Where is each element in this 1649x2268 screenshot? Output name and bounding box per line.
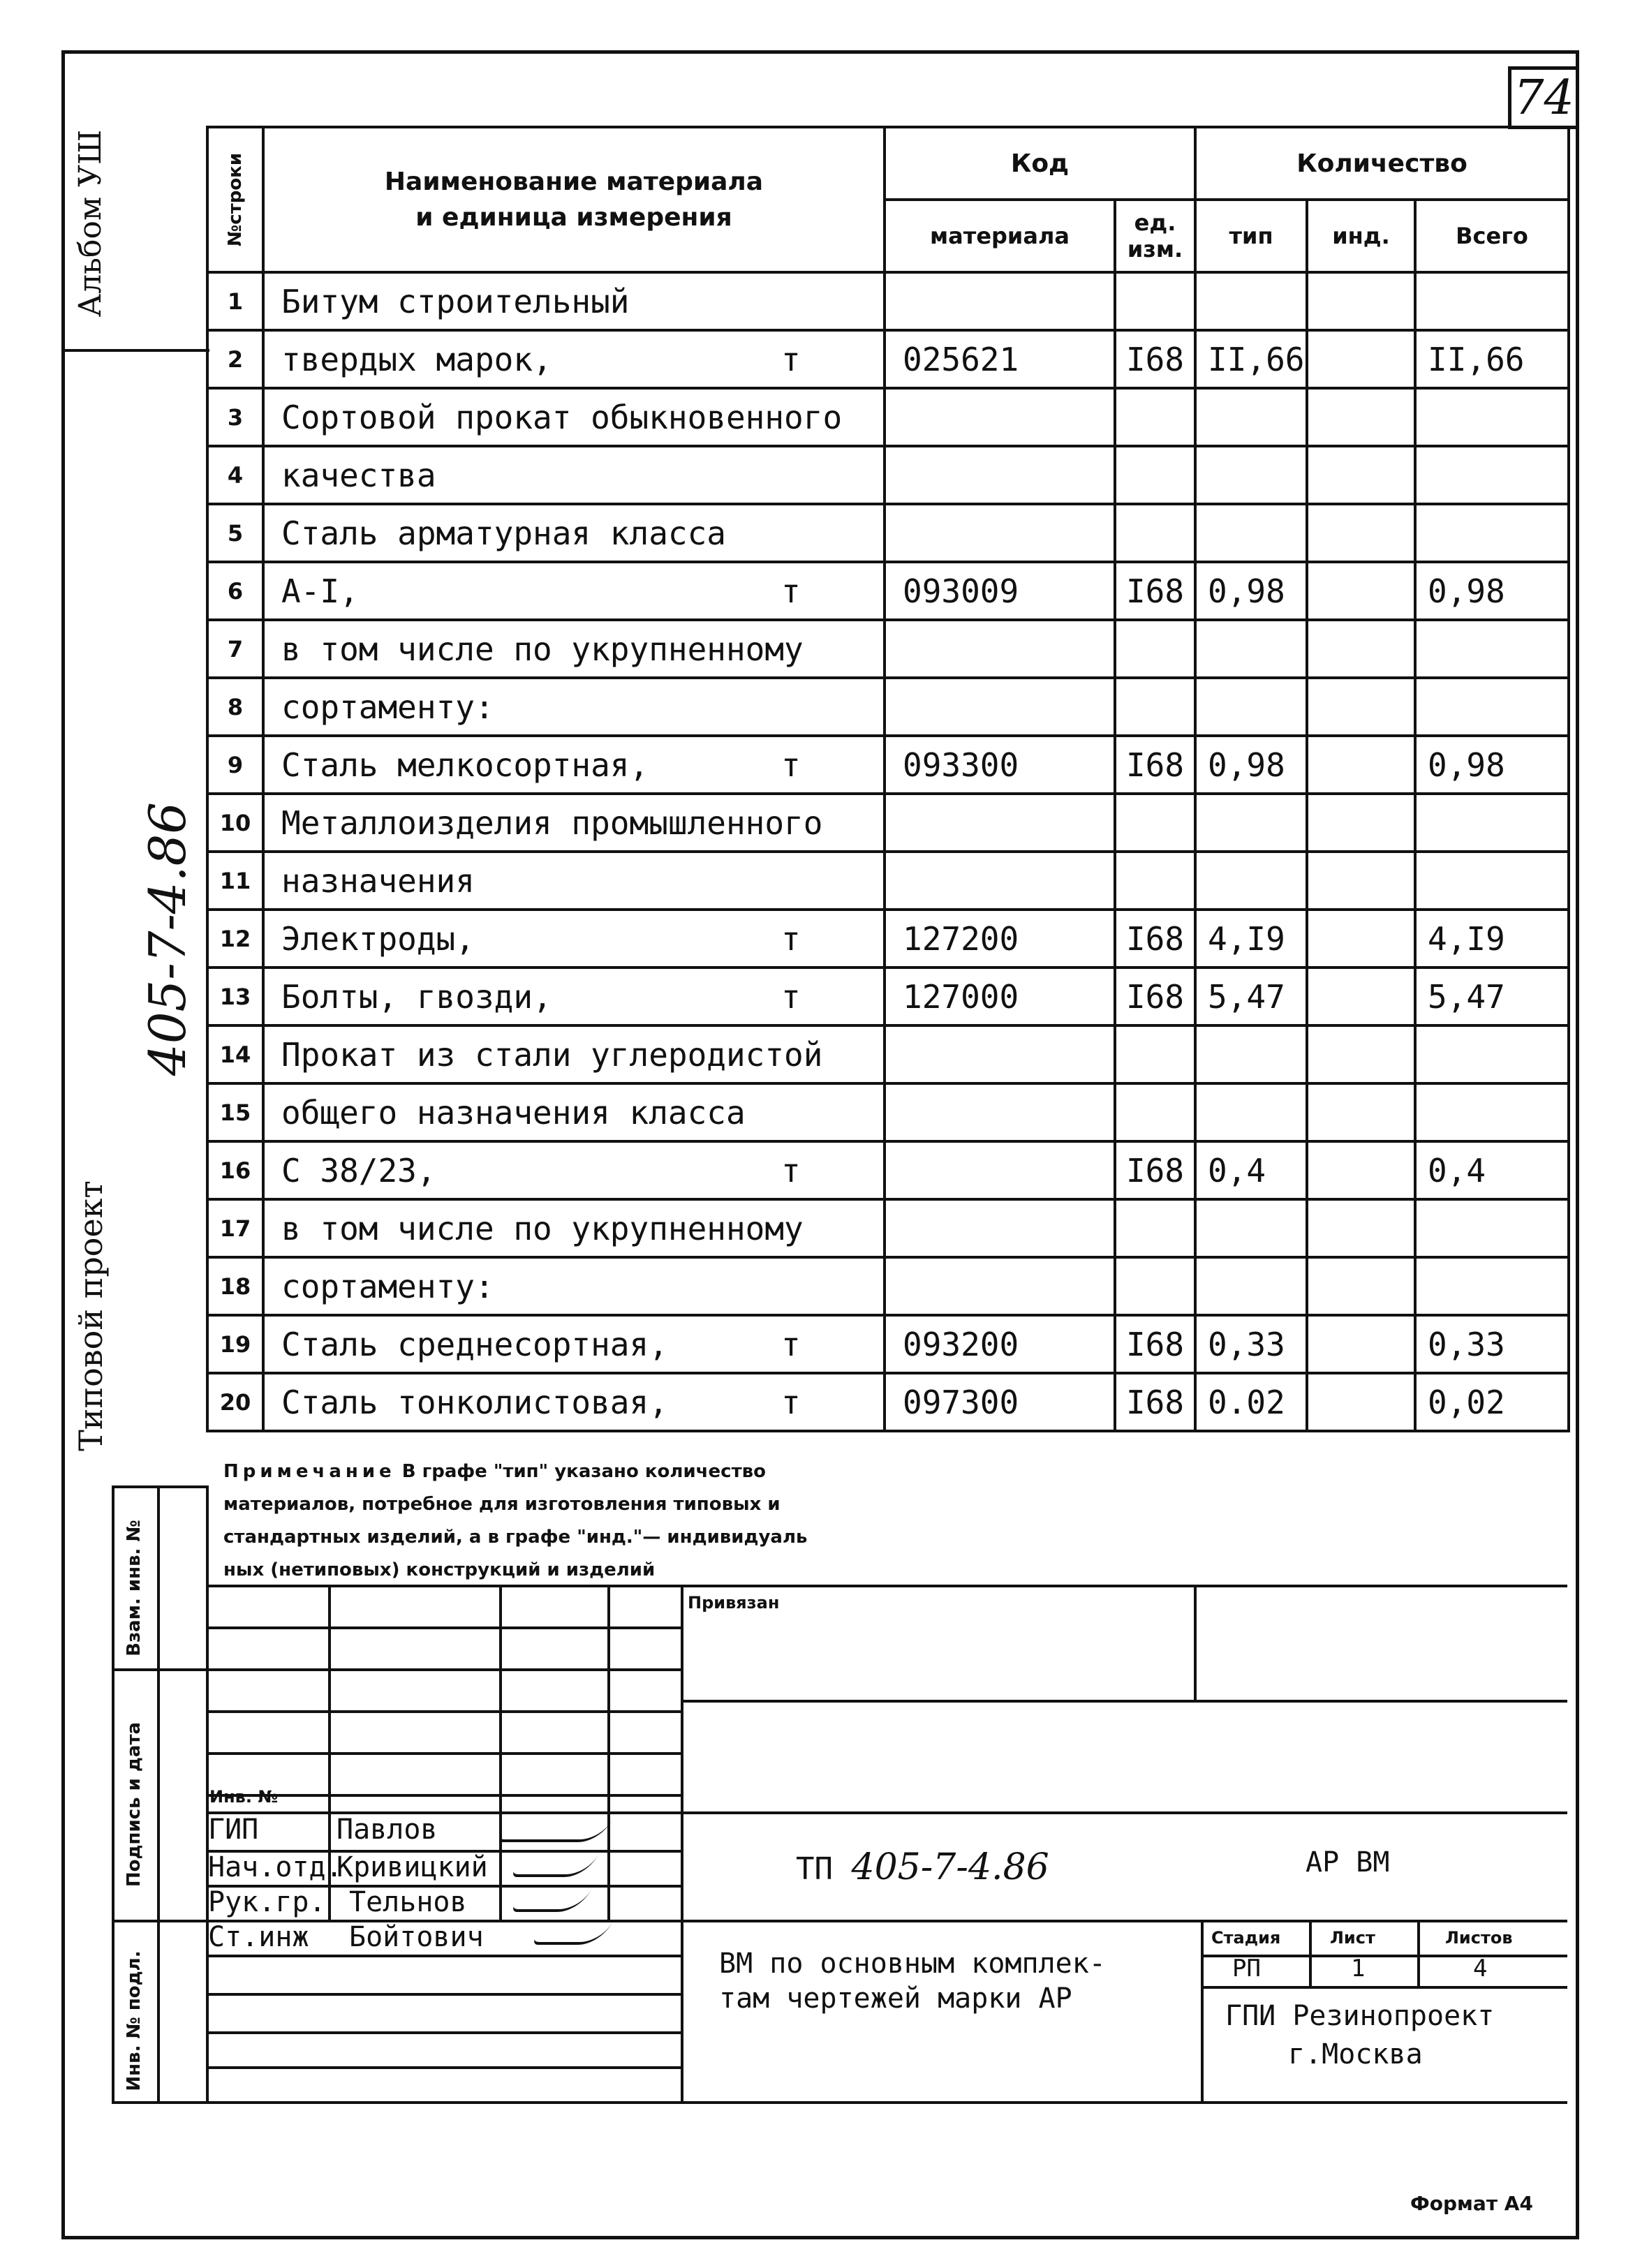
note-line1: В графе "тип" указано количество <box>401 1461 766 1482</box>
name-head: Кривицкий <box>337 1851 488 1883</box>
stamp-line <box>206 2066 681 2069</box>
privyazan-label: Привязан <box>688 1593 780 1613</box>
note-line3: стандартных изделий, а в графе "инд."— индивидуаль <box>223 1527 808 1548</box>
qty-total <box>1415 1083 1569 1141</box>
unit-code <box>1115 1083 1195 1141</box>
material-name <box>263 968 885 1025</box>
material-name <box>263 794 885 852</box>
material-name-text: А-I, <box>281 572 359 610</box>
material-name <box>263 446 885 504</box>
side-vline <box>157 1485 160 2104</box>
inv-label: Инв. № подл. <box>124 1950 145 2091</box>
table-row <box>207 968 1569 1025</box>
material-name <box>263 1083 885 1141</box>
material-name-text: Битум строительный <box>281 282 630 320</box>
stamp-vline <box>499 1585 502 1920</box>
material-code <box>885 852 1115 910</box>
qty-type: 4,I9 <box>1195 910 1307 968</box>
qty-type: 0,4 <box>1195 1141 1307 1199</box>
unit-code: I68 <box>1115 910 1195 968</box>
stage-label: Стадия <box>1211 1928 1281 1948</box>
qty-type <box>1195 272 1307 330</box>
table-row <box>207 1025 1569 1083</box>
qty-total: 0,02 <box>1415 1373 1569 1431</box>
unit-code <box>1115 620 1195 678</box>
material-code <box>885 678 1115 736</box>
qty-total: 4,I9 <box>1415 910 1569 968</box>
qty-ind <box>1307 330 1415 388</box>
qty-ind <box>1307 910 1415 968</box>
mark: АР ВМ <box>1306 1846 1390 1878</box>
table-row <box>207 794 1569 852</box>
material-code: 093200 <box>885 1315 1115 1373</box>
qty-total <box>1415 1257 1569 1315</box>
margin-divider <box>63 349 209 352</box>
specification-table <box>206 126 1570 1432</box>
qty-total: 5,47 <box>1415 968 1569 1025</box>
stamp-vline <box>1201 1920 1204 2104</box>
material-unit: т <box>781 1383 801 1421</box>
material-unit: т <box>781 1325 801 1363</box>
material-code <box>885 1083 1115 1141</box>
qty-total <box>1415 388 1569 446</box>
note-line4: ных (нетиповых) конструкций и изделий <box>223 1559 656 1580</box>
material-unit: т <box>781 572 801 610</box>
material-name <box>263 910 885 968</box>
side-vline <box>112 1485 114 2104</box>
qty-ind <box>1307 1141 1415 1199</box>
qty-total: II,66 <box>1415 330 1569 388</box>
material-code <box>885 620 1115 678</box>
table-row <box>207 1141 1569 1199</box>
unit-code: I68 <box>1115 562 1195 620</box>
qty-type <box>1195 388 1307 446</box>
material-name <box>263 1025 885 1083</box>
material-code: 127000 <box>885 968 1115 1025</box>
qty-ind <box>1307 678 1415 736</box>
unit-code: I68 <box>1115 968 1195 1025</box>
row-number: 9 <box>207 736 263 794</box>
material-name <box>263 1141 885 1199</box>
row-number: 15 <box>207 1083 263 1141</box>
row-number: 19 <box>207 1315 263 1373</box>
material-name <box>263 1315 885 1373</box>
material-code: 097300 <box>885 1373 1115 1431</box>
sheets-label: Листов <box>1445 1928 1513 1948</box>
material-name <box>263 504 885 562</box>
unit-code <box>1115 1199 1195 1257</box>
unit-code: I68 <box>1115 1315 1195 1373</box>
qty-ind <box>1307 446 1415 504</box>
stamp-line <box>206 1955 681 1957</box>
signature-date-label: Подпись и дата <box>124 1721 145 1888</box>
unit-code <box>1115 852 1195 910</box>
note-title: Примечание <box>223 1461 396 1482</box>
material-name-text: сортаменту: <box>281 1267 494 1305</box>
qty-type <box>1195 1199 1307 1257</box>
qty-type <box>1195 504 1307 562</box>
material-code <box>885 1199 1115 1257</box>
qty-ind <box>1307 1257 1415 1315</box>
material-code <box>885 388 1115 446</box>
qty-type <box>1195 1083 1307 1141</box>
table-row <box>207 1199 1569 1257</box>
material-name <box>263 1257 885 1315</box>
unit-code <box>1115 272 1195 330</box>
qty-type <box>1195 620 1307 678</box>
material-name-text: Сортовой прокат обыкновенного <box>281 398 843 436</box>
material-code: 093009 <box>885 562 1115 620</box>
row-number: 6 <box>207 562 263 620</box>
header-quantity: Количество <box>1195 127 1569 200</box>
qty-total <box>1415 678 1569 736</box>
qty-total <box>1415 852 1569 910</box>
project-code: 405-7-4.86 <box>138 801 197 1076</box>
material-name <box>263 678 885 736</box>
material-name-text: Сталь среднесортная, <box>281 1325 668 1363</box>
material-name-text: сортаменту: <box>281 688 494 726</box>
sheet-label: Лист <box>1330 1928 1375 1948</box>
row-number: 14 <box>207 1025 263 1083</box>
material-unit: т <box>781 340 801 378</box>
material-unit: т <box>781 1151 801 1189</box>
material-name <box>263 1373 885 1431</box>
unit-code: I68 <box>1115 330 1195 388</box>
row-number: 4 <box>207 446 263 504</box>
table-row <box>207 388 1569 446</box>
name-engineer: Бойтович <box>349 1921 484 1953</box>
material-name-text: Сталь арматурная класса <box>281 514 726 552</box>
table-row <box>207 1083 1569 1141</box>
role-gip: ГИП <box>208 1814 259 1846</box>
header-code-material: материала <box>885 200 1115 272</box>
name-group-lead: Тельнов <box>349 1886 467 1918</box>
material-name-text: Сталь мелкосортная, <box>281 746 649 784</box>
material-name <box>263 852 885 910</box>
stamp-vline <box>607 1585 610 1920</box>
material-name <box>263 736 885 794</box>
unit-code <box>1115 388 1195 446</box>
table-row <box>207 1373 1569 1431</box>
qty-total <box>1415 272 1569 330</box>
page-number: 74 <box>1508 66 1576 129</box>
table-row <box>207 272 1569 330</box>
material-name <box>263 1199 885 1257</box>
material-name-text: Прокат из стали углеродистой <box>281 1035 823 1074</box>
material-unit: т <box>781 919 801 958</box>
material-unit: т <box>781 977 801 1016</box>
qty-type <box>1195 794 1307 852</box>
qty-type: 5,47 <box>1195 968 1307 1025</box>
row-number: 1 <box>207 272 263 330</box>
qty-total <box>1415 794 1569 852</box>
qty-type: 0,98 <box>1195 562 1307 620</box>
table-row <box>207 504 1569 562</box>
unit-code <box>1115 1025 1195 1083</box>
qty-ind <box>1307 1373 1415 1431</box>
role-engineer: Ст.инж <box>208 1921 309 1953</box>
material-name-text: назначения <box>281 861 475 900</box>
title-line1: ВМ по основным комплек- <box>719 1948 1106 1980</box>
album-label: Альбом УШ <box>73 129 108 318</box>
row-number: 17 <box>207 1199 263 1257</box>
stamp-line <box>1201 1986 1567 1989</box>
stamp-vline <box>1194 1585 1197 1700</box>
row-number: 11 <box>207 852 263 910</box>
material-name <box>263 562 885 620</box>
unit-code <box>1115 446 1195 504</box>
qty-ind <box>1307 1315 1415 1373</box>
qty-total <box>1415 1025 1569 1083</box>
format-label: Формат А4 <box>1410 2192 1533 2215</box>
qty-type: 0,98 <box>1195 736 1307 794</box>
qty-ind <box>1307 968 1415 1025</box>
material-code <box>885 446 1115 504</box>
qty-total <box>1415 1199 1569 1257</box>
role-group-lead: Рук.гр. <box>208 1886 326 1918</box>
material-name-text: качества <box>281 456 436 494</box>
note <box>223 1455 991 1587</box>
header-qty-total: Всего <box>1415 200 1569 272</box>
row-number: 5 <box>207 504 263 562</box>
unit-code: I68 <box>1115 736 1195 794</box>
qty-type <box>1195 852 1307 910</box>
qty-type: 0.02 <box>1195 1373 1307 1431</box>
name-gip: Павлов <box>337 1814 438 1846</box>
qty-ind <box>1307 736 1415 794</box>
qty-ind <box>1307 620 1415 678</box>
row-number: 20 <box>207 1373 263 1431</box>
material-name <box>263 388 885 446</box>
qty-ind <box>1307 562 1415 620</box>
qty-type <box>1195 678 1307 736</box>
header-code-unit: ед. изм. <box>1115 200 1195 272</box>
material-code <box>885 1141 1115 1199</box>
title-line2: там чертежей марки АР <box>719 1982 1072 2015</box>
qty-total: 0,98 <box>1415 562 1569 620</box>
qty-ind <box>1307 504 1415 562</box>
row-number: 8 <box>207 678 263 736</box>
material-unit: т <box>781 746 801 784</box>
qty-type <box>1195 1257 1307 1315</box>
project-label: Типовой проект <box>72 1180 110 1451</box>
qty-total <box>1415 446 1569 504</box>
row-number: 12 <box>207 910 263 968</box>
row-number: 13 <box>207 968 263 1025</box>
specification-body <box>207 272 1569 1431</box>
unit-code <box>1115 504 1195 562</box>
qty-total: 0,98 <box>1415 736 1569 794</box>
qty-type <box>1195 446 1307 504</box>
stage-value: РП <box>1232 1955 1261 1982</box>
table-row <box>207 1315 1569 1373</box>
unit-code <box>1115 1257 1195 1315</box>
header-qty-ind: инд. <box>1307 200 1415 272</box>
material-name <box>263 272 885 330</box>
table-row <box>207 620 1569 678</box>
table-row <box>207 446 1569 504</box>
vzam-label: Взам. инв. № <box>124 1520 145 1656</box>
material-name-text: общего назначения класса <box>281 1093 746 1132</box>
stamp-vline <box>681 1585 683 2104</box>
row-number: 7 <box>207 620 263 678</box>
material-code <box>885 504 1115 562</box>
row-number: 3 <box>207 388 263 446</box>
material-name-text: Электроды, <box>281 919 475 958</box>
qty-ind <box>1307 1025 1415 1083</box>
header-name: Наименование материала и единица измерения <box>263 127 885 272</box>
row-number: 18 <box>207 1257 263 1315</box>
stamp-line <box>206 1585 1567 1587</box>
qty-type <box>1195 1025 1307 1083</box>
row-number: 2 <box>207 330 263 388</box>
material-name <box>263 330 885 388</box>
organization-city: г.Москва <box>1288 2038 1423 2070</box>
stamp-vline <box>1309 1920 1312 1986</box>
material-name-text: С 38/23, <box>281 1151 436 1189</box>
qty-ind <box>1307 1083 1415 1141</box>
header-row-no: №строки <box>207 127 263 272</box>
role-head: Нач.отд. <box>208 1851 343 1883</box>
qty-type: II,66 <box>1195 330 1307 388</box>
unit-code: I68 <box>1115 1373 1195 1431</box>
qty-ind <box>1307 1199 1415 1257</box>
table-row <box>207 330 1569 388</box>
material-name-text: твердых марок, <box>281 340 552 378</box>
row-number: 10 <box>207 794 263 852</box>
material-code: 025621 <box>885 330 1115 388</box>
stamp-line <box>206 1993 681 1996</box>
note-line2: материалов, потребное для изготовления типовых и <box>223 1494 781 1515</box>
material-code: 127200 <box>885 910 1115 968</box>
material-name-text: в том числе по укрупненному <box>281 1209 804 1247</box>
material-code: 093300 <box>885 736 1115 794</box>
table-row <box>207 562 1569 620</box>
qty-type: 0,33 <box>1195 1315 1307 1373</box>
qty-ind <box>1307 388 1415 446</box>
stamp-vline <box>1417 1920 1420 1986</box>
material-name-text: Металлоизделия промышленного <box>281 803 823 842</box>
qty-ind <box>1307 794 1415 852</box>
qty-total: 0,33 <box>1415 1315 1569 1373</box>
qty-total: 0,4 <box>1415 1141 1569 1199</box>
qty-ind <box>1307 272 1415 330</box>
table-row <box>207 852 1569 910</box>
material-code <box>885 1257 1115 1315</box>
table-row <box>207 736 1569 794</box>
stamp-line <box>112 2101 1567 2104</box>
table-row <box>207 678 1569 736</box>
material-name-text: Болты, гвозди, <box>281 977 552 1016</box>
stamp-line <box>206 2031 681 2034</box>
stamp-line <box>681 1700 1567 1703</box>
stamp-vline <box>206 1485 209 2104</box>
material-code <box>885 1025 1115 1083</box>
material-code <box>885 272 1115 330</box>
tp-code: ТП 405-7-4.86 <box>796 1846 1049 1888</box>
table-row <box>207 910 1569 968</box>
qty-ind <box>1307 852 1415 910</box>
unit-code: I68 <box>1115 1141 1195 1199</box>
header-qty-type: тип <box>1195 200 1307 272</box>
unit-code <box>1115 794 1195 852</box>
unit-code <box>1115 678 1195 736</box>
material-name <box>263 620 885 678</box>
sheets-value: 4 <box>1473 1955 1488 1982</box>
inv-no-label: Инв. № <box>209 1787 279 1807</box>
material-code <box>885 794 1115 852</box>
sheet-value: 1 <box>1351 1955 1366 1982</box>
material-name-text: Сталь тонколистовая, <box>281 1383 668 1421</box>
row-number: 16 <box>207 1141 263 1199</box>
header-code: Код <box>885 127 1195 200</box>
qty-total <box>1415 620 1569 678</box>
table-row <box>207 1257 1569 1315</box>
organization: ГПИ Резинопроект <box>1225 2000 1495 2032</box>
qty-total <box>1415 504 1569 562</box>
material-name-text: в том числе по укрупненному <box>281 630 804 668</box>
